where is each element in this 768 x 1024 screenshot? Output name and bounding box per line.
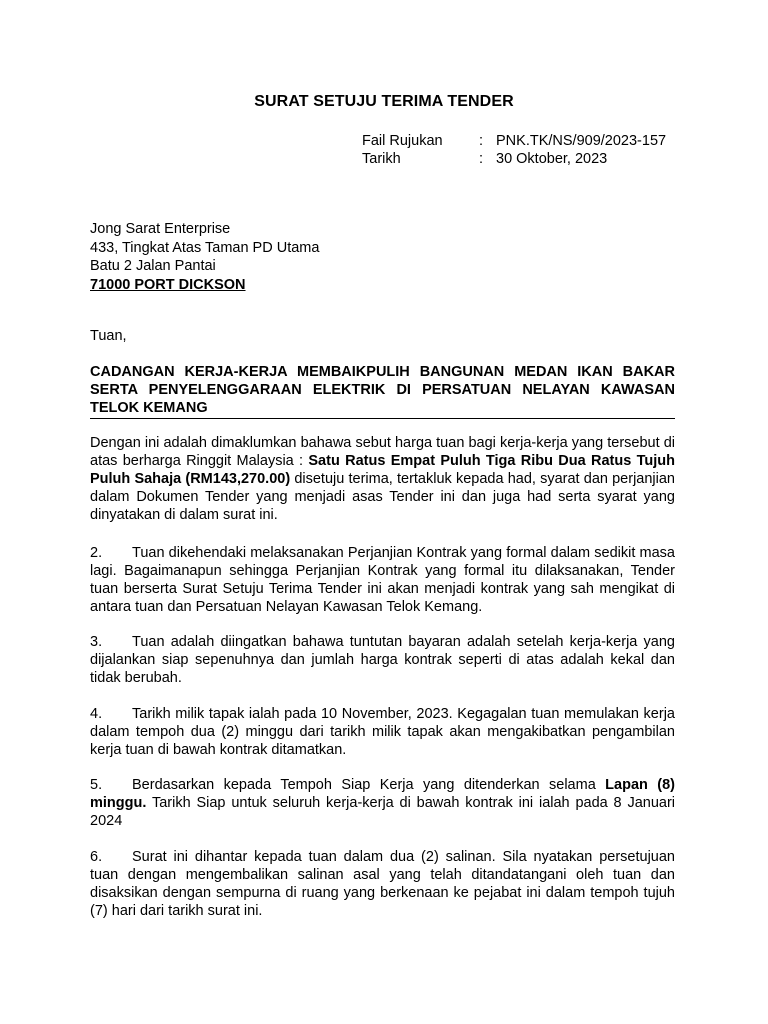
paragraph-6 [90,848,675,920]
date-row [362,150,666,168]
paragraph-3 [90,633,675,687]
paragraph-6-number: 6. [90,849,103,865]
paragraph-1-text-a: Dengan ini adalah dimaklumkan bahawa sebut harga tuan bagi kerja-kerja yang tersebut di atas berharga Ringgit Malaysia : [90,435,675,469]
recipient-address-line-1: 433, Tingkat Atas Taman PD Utama [90,239,320,256]
file-reference-separator: : [479,133,484,149]
paragraph-1-amount: Satu Ratus Empat Puluh Tiga Ribu Dua Ratus Tujuh Puluh Sahaja (RM143,270.00) [90,453,675,487]
document-title: SURAT SETUJU TERIMA TENDER [254,93,514,110]
paragraph-1-text-b: disetuju terima, tertakluk kepada had, syarat dan perjanjian dalam Dokumen Tender yang menjadi asas Tender ini dan juga had serta syarat yang dinyatakan di dalam surat ini. [90,471,676,523]
date-value: 30 Oktober, 2023 [496,151,608,167]
paragraph-4-text: Tarikh milik tapak ialah pada 10 November, 2023. Kegagalan tuan memulakan kerja dalam tempoh dua (2) minggu dari tarikh milik tapak akan mengakibatkan pengambilan kerja tuan di bawah kontrak ditamatkan. [90,706,675,758]
paragraph-1 [90,434,675,524]
file-reference-label: Fail Rujukan [362,133,443,149]
date-separator: : [479,151,484,167]
recipient-address [90,220,319,294]
salutation: Tuan, [90,328,127,344]
paragraph-5-duration: Lapan (8) minggu. [90,777,675,811]
paragraph-5-text-b: Tarikh Siap untuk seluruh kerja-kerja di bawah kontrak ini ialah pada 8 Januari 2024 [90,795,675,829]
recipient-name: Jong Sarat Enterprise [90,221,231,237]
recipient-postcode-city: 71000 PORT DICKSON [90,276,246,293]
paragraph-3-number: 3. [90,634,103,650]
paragraph-2 [90,544,675,616]
paragraph-2-text: Tuan dikehendaki melaksanakan Perjanjian Kontrak yang formal dalam sedikit masa lagi. Bagaimanapun sehingga Perjanjian Kontrak yang formal itu dilaksanakan, Tender tuan berserta Surat Setuju Terima Tender ini akan menjadi kontrak yang sah mengikat di antara tuan dan Persatuan Nelayan Kawasan Telok Kemang. [90,545,675,615]
file-reference-value: PNK.TK/NS/909/2023-157 [496,133,667,149]
paragraph-5 [90,776,675,830]
paragraph-3-text: Tuan adalah diingatkan bahawa tuntutan bayaran adalah setelah kerja-kerja yang dijalankan siap sepenuhnya dan jumlah harga kontrak seperti di atas adalah kekal dan tidak berubah. [90,634,675,686]
subject-underline [90,418,675,419]
paragraph-6-text: Surat ini dihantar kepada tuan dalam dua (2) salinan. Sila nyatakan persetujuan tuan dengan mengembalikan salinan asal yang telah ditandatangani oleh tuan dan disaksikan dengan sempurna di ruang yang berkenaan ke pejabat ini dalam tempoh tujuh (7) hari dari tarikh surat ini. [90,849,675,919]
paragraph-2-number: 2. [90,545,103,561]
recipient-address-line-2: Batu 2 Jalan Pantai [90,258,216,274]
subject-heading: CADANGAN KERJA-KERJA MEMBAIKPULIH BANGUNAN MEDAN IKAN BAKAR SERTA PENYELENGGARAAN ELEKTRIK DI PERSATUAN NELAYAN KAWASAN TELOK KEMANG [90,364,675,416]
paragraph-4-number: 4. [90,706,103,722]
paragraph-5-number: 5. [90,777,103,793]
paragraph-5-text-a: Berdasarkan kepada Tempoh Siap Kerja yang ditenderkan selama [132,777,606,793]
paragraph-4 [90,705,675,759]
file-reference-row [362,132,666,150]
reference-block [362,132,666,168]
date-label: Tarikh [362,151,401,167]
